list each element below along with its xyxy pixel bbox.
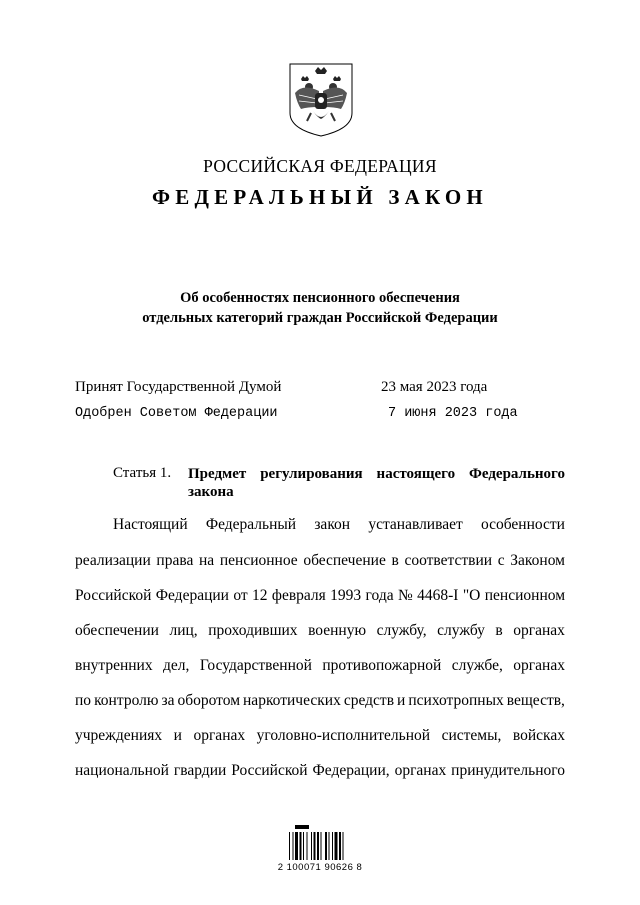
body-line: реализации права на пенсионное обеспечение в соответствии с Законом — [75, 552, 565, 569]
body-line: обеспечении лиц, проходивших военную службу, службу в органах — [75, 622, 565, 639]
approved-council-label: Одобрен Советом Федерации — [75, 406, 278, 421]
law-title-line-2: отдельных категорий граждан Российской Федерации — [142, 310, 498, 326]
adopted-duma-label: Принят Государственной Думой — [75, 379, 282, 395]
law-title — [0, 288, 640, 328]
barcode-number: 2 100071 90626 8 — [277, 862, 363, 873]
country-name: РОССИЙСКАЯ ФЕДЕРАЦИЯ — [203, 156, 437, 176]
body-line: Российской Федерации от 12 февраля 1993 года № 4468-I "О пенсионном — [75, 587, 565, 604]
body-line: внутренних дел, Государственной противопожарной службе, органах — [75, 657, 565, 674]
body-line: Настоящий Федеральный закон устанавливает особенности — [113, 516, 565, 533]
body-line: национальной гвардии Российской Федерации, органах принудительного — [75, 762, 565, 779]
coat-of-arms-icon — [289, 63, 353, 137]
approved-council-date: 7 июня 2023 года — [388, 406, 518, 421]
article-number: Статья 1. — [113, 465, 172, 481]
adopted-duma-date: 23 мая 2023 года — [381, 379, 488, 395]
body-line: по контролю за оборотом наркотических средств и психотропных веществ, — [75, 692, 565, 709]
law-title-line-1: Об особенностях пенсионного обеспечения — [180, 290, 460, 306]
article-title: Предмет регулирования настоящего Федерального закона — [188, 466, 565, 500]
body-line: учреждениях и органах уголовно-исполнительной системы, войсках — [75, 727, 565, 744]
law-type: ФЕДЕРАЛЬНЫЙ ЗАКОН — [152, 185, 488, 209]
